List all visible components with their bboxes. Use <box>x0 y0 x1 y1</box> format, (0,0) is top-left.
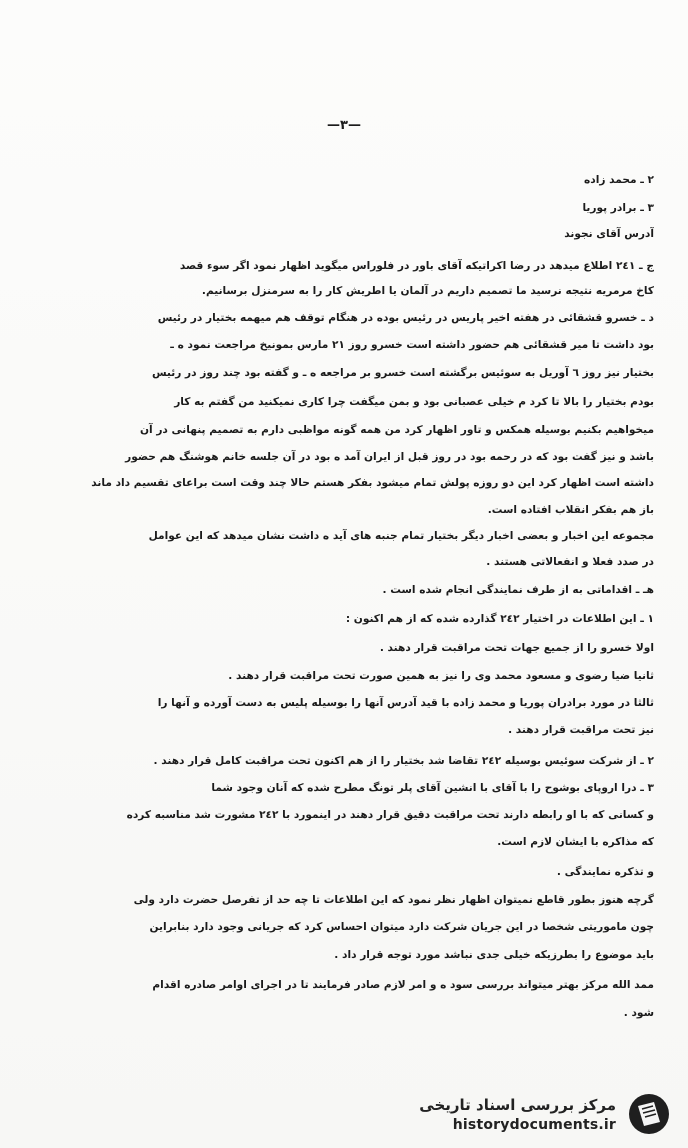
document-line: باید موضوع را بطرزیکه خیلی جدی نباشد مورد توجه قرار داد . <box>334 949 654 961</box>
document-line: گرچه هنوز بطور قاطع نمیتوان اظهار نظر نمود که این اطلاعات تا چه حد از تفرصل حضرت دارد ولی <box>133 894 654 906</box>
document-line: ٢ ـ محمد زاده <box>584 174 654 186</box>
document-line: کاخ مرمریه نتیجه نرسید ما تصمیم داریم در آلمان یا اطریش کار را به سرمنزل برسانیم. <box>201 285 654 297</box>
document-line: بختیار نیز روز ٦ آوریل به سوئیس برگشته است خسرو بر مراجعه ه ـ و گفته بود چند روز در رئیس <box>151 367 654 379</box>
document-line: بودم بختیار را بالا تا کرد م خیلی عصبانی بود و بمن میگفت چرا کاری نمیکنید من گفتم به کار <box>174 396 654 408</box>
document-line: ٢ ـ از شرکت سوئیس بوسیله ٢٤٢ تقاضا شد بختیار را از هم اکنون تحت مراقبت کامل قرار دهند . <box>153 755 654 767</box>
document-line: ثالثا در مورد برادران پوریا و محمد زاده با قید آدرس آنها را بوسیله پلیس به دست آورده و آنها را <box>157 697 654 709</box>
footer-title: مرکز بررسی اسناد تاریخی <box>419 1096 616 1114</box>
document-line: که مذاکره با ایشان لازم است. <box>497 836 654 848</box>
document-line: بود داشت تا میر قشقائی هم حضور داشته است خسرو روز ٢١ مارس بمونیخ مراجعت نمود ه ـ <box>170 339 654 351</box>
footer-url: historydocuments.ir <box>452 1117 616 1133</box>
document-line: و تذکره نمایندگی . <box>556 866 654 878</box>
document-line: و کسانی که با او رابطه دارند تحت مراقبت دقیق قرار دهند در اینمورد با ٢٤٢ مشورت شد مناسبه کرده <box>126 809 654 821</box>
document-line: د ـ خسرو قشقائی در هفته اخیر پاریس در رئیس بوده در هنگام توقف هم میهمه بختیار در رئیس <box>157 312 654 324</box>
document-line: نیز تحت مراقبت قرار دهند . <box>508 724 654 736</box>
document-line: ٣ ـ درا اروپای بوشوح را با آقای با انشین آقای پلر تونگ مطرح شده که آنان وجود شما <box>211 782 654 794</box>
page-number: —٣— <box>327 118 361 133</box>
document-line: در صدد فعلا و انفعالاتی هستند . <box>486 556 654 568</box>
document-line: باز هم بفکر انقلاب افتاده است. <box>487 504 654 516</box>
book-scroll-logo-icon <box>624 1092 674 1136</box>
document-line: ج ـ ٢٤١ اطلاع میدهد در رضا اکراتیکه آقای باور در فلوراس میگوید اظهار نمود اگر سوء قصد <box>179 260 654 272</box>
document-line: ١ ـ این اطلاعات در اختیار ٢٤٢ گذارده شده که از هم اکنون : <box>345 613 654 625</box>
document-line: شود . <box>623 1007 654 1019</box>
document-line: ممد الله مرکز بهتر میتواند بررسی سود ه و امر لازم صادر فرمایند تا در اجرای اوامر صادره اقدام <box>152 979 654 991</box>
document-line: میخواهیم بکنیم بوسیله همکس و تاور اظهار کرد من همه گونه مواظبی دارم به تصمیم پنهانی در آن <box>139 424 654 436</box>
document-line: ٣ ـ برادر پوریا <box>582 202 654 214</box>
document-line: آدرس آقای نجوند <box>564 228 654 240</box>
document-line: مجموعه این اخبار و بعضی اخبار دیگر بختیار تمام جنبه های آید ه داشت نشان میدهد که این عوامل <box>148 530 654 542</box>
document-line: اولا خسرو را از جمیع جهات تحت مراقبت قرار دهند . <box>379 642 654 654</box>
document-line: ثانیا ضیا رضوی و مسعود محمد وی را نیز به همین صورت تحت مراقبت قرار دهند . <box>228 670 654 682</box>
document-line: چون ماموریتی شخصا در این جریان شرکت دارد میتوان احساس کرد که جریانی وجود دارد بنابراین <box>149 921 654 933</box>
document-line: باشد و نیز گفت بود که در رحمه بود در روز قبل از ایران آمد ه بود در آن جلسه خانم هوشنگ هم حضور <box>125 451 654 463</box>
document-line: داشته است اظهار کرد این دو روزه پولش تمام میشود بفکر هستم حالا چند وقت است براعای تقسیم داد ماند <box>91 477 654 489</box>
document-line: هـ ـ اقداماتی به از طرف نمایندگی انجام شده است . <box>382 584 654 596</box>
footer-watermark <box>400 1088 680 1140</box>
